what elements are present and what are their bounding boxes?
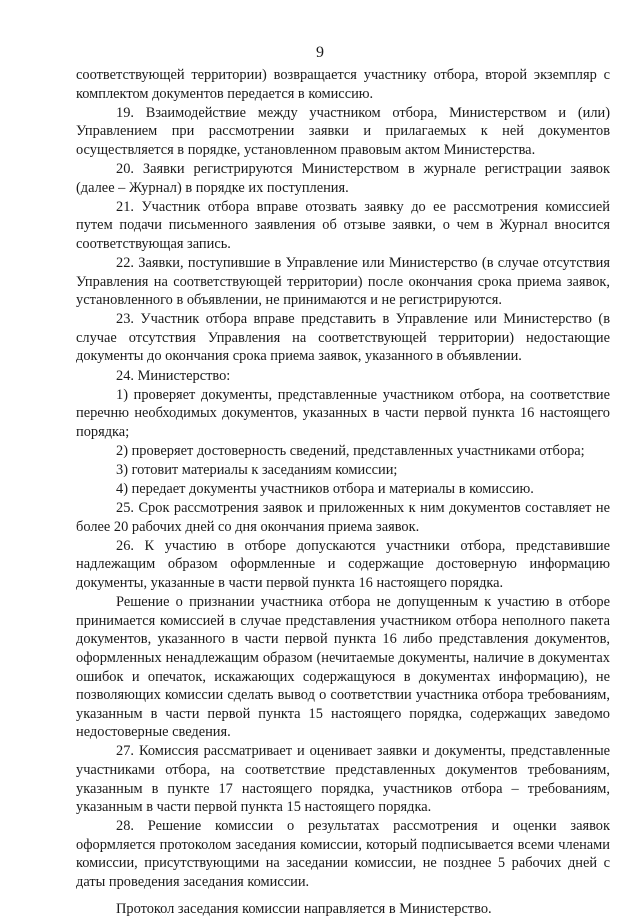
- paragraph-24-item-3: 3) готовит материалы к заседаниям комиссии;: [116, 461, 398, 478]
- page-number: 9: [316, 44, 324, 61]
- paragraph-27: 27. Комиссия рассматривает и оценивает заявки и документы, представленные участниками отбора, на соответствие представленных документов требованиям, указанным в пункте 17 настоящего порядка, участников отбора – требованиям, указанным в части первой пункта 15 настоящего порядка.: [76, 743, 610, 816]
- paragraph-24-item-1: 1) проверяет документы, представленные участником отбора, на соответствие перечню необходимых документов, указанных в части первой пункта 16 настоящего порядка;: [76, 386, 610, 440]
- paragraph-continuation: соответствующей территории) возвращается участнику отбора, второй экземпляр с комплектом документов передается в комиссию.: [76, 67, 610, 102]
- paragraph-19: 19. Взаимодействие между участником отбора, Министерством и (или) Управлением при рассмотрении заявки и прилагаемых к ней документов осуществляется в порядке, установленном правовым актом Министерства.: [76, 104, 610, 158]
- paragraph-24-item-2: 2) проверяет достоверность сведений, представленных участниками отбора;: [116, 442, 585, 459]
- paragraph-21: 21. Участник отбора вправе отозвать заявку до ее рассмотрения комиссией путем подачи письменного заявления об отзыве заявки, о чем в Журнал вносится соответствующая запись.: [76, 198, 610, 252]
- document-body: [76, 66, 610, 918]
- paragraph-25: 25. Срок рассмотрения заявок и приложенных к ним документов составляет не более 20 рабочих дней со дня окончания приема заявок.: [76, 500, 610, 535]
- paragraph-23: 23. Участник отбора вправе представить в Управление или Министерство (в случае отсутствия Управления на соответствующей территории) недостающие документы до окончания срока приема заявок, указанного в объявлении.: [76, 311, 610, 365]
- paragraph-28-protocol: Протокол заседания комиссии направляется в Министерство.: [116, 900, 492, 917]
- paragraph-24: 24. Министерство:: [116, 367, 231, 384]
- paragraph-26: 26. К участию в отборе допускаются участники отбора, представившие надлежащим образом оформленные и содержащие достоверную информацию документы, указанные в части первой пункта 16 настоящего порядка.: [76, 537, 610, 592]
- paragraph-22: 22. Заявки, поступившие в Управление или Министерство (в случае отсутствия Управления на соответствующей территории) после окончания срока приема заявок, установленного в объявлении, не принимаются и не регистрируются.: [76, 254, 610, 309]
- paragraph-28: 28. Решение комиссии о результатах рассмотрения и оценки заявок оформляется протоколом заседания комиссии, который подписывается всеми членами комиссии, присутствующими на заседании комиссии, не позднее 5 рабочих дней с даты проведения заседания комиссии.: [76, 818, 610, 891]
- paragraph-24-item-4: 4) передает документы участников отбора и материалы в комиссию.: [116, 481, 534, 498]
- paragraph-20: 20. Заявки регистрируются Министерством в журнале регистрации заявок (далее – Журнал) в порядке их поступления.: [76, 160, 610, 196]
- paragraph-26-decision: Решение о признании участника отбора не допущенным к участию в отборе принимается комиссией в случае представления участником отбора неполного пакета документов, указанного в части первой пункта 16 либо представления документов, оформленных ненадлежащим образом (нечитаемые документы, наличие в документах ошибок и опечаток, искажающих содержащуюся в документах информацию), не позволяющих комиссии сделать вывод о соответствии участника отбора требованиям, указанным в части первой пункта 15 настоящего порядка, содержащих заведомо недостоверные сведения.: [76, 594, 610, 741]
